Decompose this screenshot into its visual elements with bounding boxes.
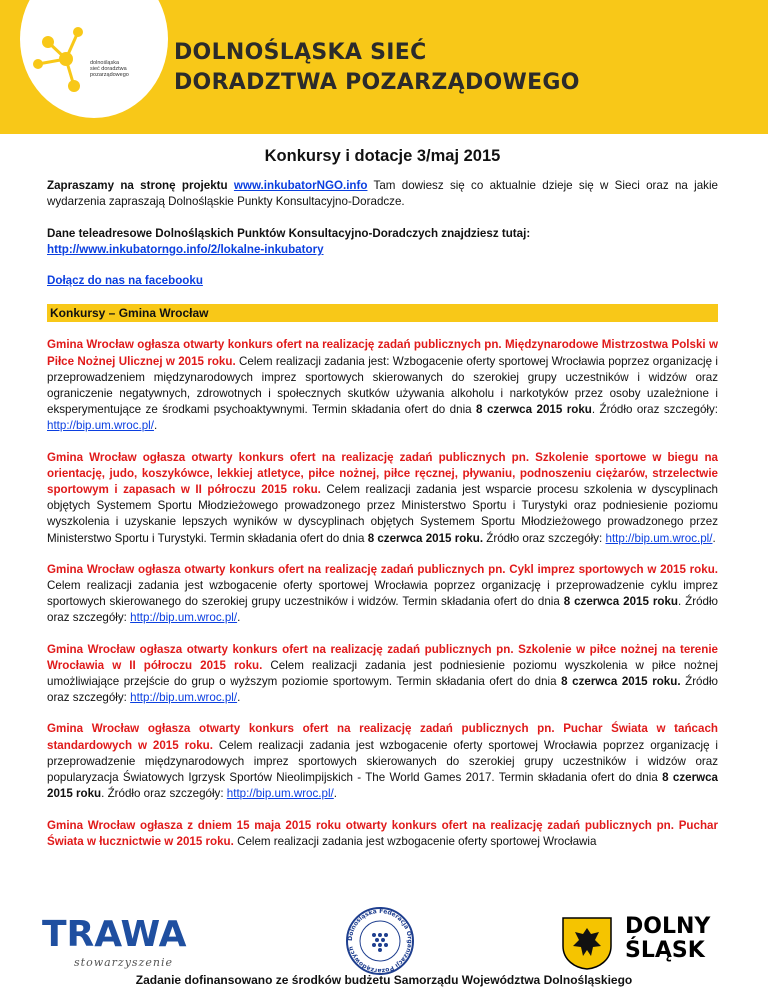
seal-ring-text: Dolnośląska Federacja Organizacji Pozarządowych xyxy=(346,907,414,975)
document-content xyxy=(47,148,718,865)
logo-text-line: pozarządowego xyxy=(90,72,129,78)
grant-item: Gmina Wrocław ogłasza otwarty konkurs ofert na realizację zadań publicznych pn. Szkolenie w piłce nożnej na terenie Wrocławia w II półroczu 2015 roku. Celem realizacji zadania jest podniesienie poziomu wyszkolenia w piłce nożnej umożliwiające przejście do grup o wyższym poziomie sportowym. Termin składania ofert do dnia 8 czerwca 2015 roku. Źródło oraz szczegóły: http://bip.um.wroc.pl/. xyxy=(47,642,718,705)
grant-item: Gmina Wrocław ogłasza z dniem 15 maja 2015 roku otwarty konkurs ofert na realizację zadań publicznych pn. Puchar Świata w łucznictwie w 2015 roku. Celem realizacji zadania jest wzbogacenie oferty sportowej Wrocławia xyxy=(47,818,718,848)
contacts-link[interactable]: http://www.inkubatorngo.info/2/lokalne-inkubatory xyxy=(47,242,324,256)
dolny-slask-line1: DOLNY xyxy=(625,914,711,939)
grant-source-link[interactable]: http://bip.um.wroc.pl/ xyxy=(130,611,238,625)
coat-of-arms-icon xyxy=(561,916,613,970)
brand-title-line1: DOLNOŚLĄSKA SIEĆ xyxy=(174,40,427,65)
facebook-paragraph xyxy=(47,273,718,289)
grant-item: Gmina Wrocław ogłasza otwarty konkurs ofert na realizację zadań publicznych pn. Szkolenie sportowe w biegu na orientację, judo, koszykówce, lekkiej atletyce, piłce nożnej, piłce ręcznej, pływaniu, podnoszeniu ciężarów, strzelectwie sportowym i zapasach w II półroczu 2015 roku. Celem realizacji zadania jest wsparcie procesu szkolenia w dyscyplinach objętych Systemem Sportu Młodzieżowego prowadzonego przez Ministerstwo Sportu i Turystyki oraz podniesienie poziomu wyszkolenia i uzyskanie lepszych wyników w dyscyplinach objętych Systemem Sportu Młodzieżowego prowadzonego przez Ministerstwo Sportu i Turystyki. Termin składania ofert do dnia 8 czerwca 2015 roku. Źródło oraz szczegóły: http://bip.um.wroc.pl/. xyxy=(47,450,718,545)
trawa-logo xyxy=(42,912,212,956)
dolny-slask-logo xyxy=(625,915,710,963)
grant-item: Gmina Wrocław ogłasza otwarty konkurs ofert na realizację zadań publicznych pn. Puchar Świata w tańcach standardowych w 2015 roku. Celem realizacji zadania jest wzbogacenie oferty sportowej Wrocławia poprzez organizację i przeprowadzenie międzynarodowych imprez sportowych skierowanych do szerokiej grupy uczestników i widzów oraz popularyzacja Światowych Igrzysk Sportów Nieolimpijskich - The World Games 2017. Termin składania ofert do dnia 8 czerwca 2015 roku. Źródło oraz szczegóły: http://bip.um.wroc.pl/. xyxy=(47,722,719,801)
logo-text-line: sieć doradztwa xyxy=(90,66,127,72)
grant-item: Gmina Wrocław ogłasza otwarty konkurs ofert na realizację zadań publicznych pn. Międzynarodowe Mistrzostwa Polski w Piłce Nożnej Ulicznej w 2015 roku. Celem realizacji zadania jest: Wzbogacenie oferty sportowej Wrocławia poprzez organizację i przeprowadzeniem międzynarodowych imprez sportowych skierowanych do szerokiej grupy uczestników i widzów oraz ograniczenie negatywnych, zdrowotnych i społecznych skutków używania alkoholu i narkotyków przez osoby uzależnione i eksperymentujące ze środkami psychoaktywnymi. Termin składania ofert do dnia 8 czerwca 2015 roku. Źródło oraz szczegóły: http://bip.um.wroc.pl/. xyxy=(47,338,718,433)
grant-item: Gmina Wrocław ogłasza otwarty konkurs ofert na realizację zadań publicznych pn. Cykl imprez sportowych w 2015 roku. Celem realizacji zadania jest wzbogacenie oferty sportowej Wrocławia poprzez organizację i przeprowadzenie cyklu imprez sportowych skierowanego do szerokiej grupy uczestników i widzów. Termin składania ofert do dnia 8 czerwca 2015 roku. Źródło oraz szczegóły: http://bip.um.wroc.pl/. xyxy=(47,562,718,625)
grant-source-link[interactable]: http://bip.um.wroc.pl/ xyxy=(130,691,238,705)
grant-source-link[interactable]: http://bip.um.wroc.pl/ xyxy=(605,531,713,545)
logo-text-line: dolnośląska xyxy=(90,60,120,66)
page-title: Konkursy i dotacje 3/maj 2015 xyxy=(264,147,501,165)
logo-wordmark xyxy=(90,60,150,78)
intro-paragraph: Zapraszamy na stronę projektu www.inkubatorNGO.info Tam dowiesz się co aktualnie dzieje się w Sieci oraz na jakie wydarzenia zapraszają Dolnośląskie Punkty Konsultacyjno-Doradcze. xyxy=(47,179,718,209)
trawa-logo-text: TRAWA xyxy=(42,914,187,955)
grant-source-link[interactable]: http://bip.um.wroc.pl/ xyxy=(226,787,334,801)
network-logo-icon xyxy=(28,14,98,104)
facebook-link[interactable]: Dołącz do nas na facebooku xyxy=(47,274,203,288)
inkubator-link[interactable]: www.inkubatorNGO.info xyxy=(233,179,368,193)
contacts-paragraph: Dane teleadresowe Dolnośląskich Punktów Konsultacyjno-Doradczych znajdziesz tutaj: http://www.inkubatorngo.info/2/lokalne-inkubatory xyxy=(47,226,531,256)
dolny-slask-line2: ŚLĄSK xyxy=(625,938,705,963)
funding-note: Zadanie dofinansowano ze środków budżetu Samorządu Województwa Dolnośląskiego xyxy=(135,973,633,987)
seal-logo xyxy=(330,905,430,977)
grant-source-link[interactable]: http://bip.um.wroc.pl/ xyxy=(47,419,154,433)
section-header: Konkursy – Gmina Wrocław xyxy=(47,304,718,322)
brand-title xyxy=(174,38,580,98)
brand-title-line2: DORADZTWA POZARZĄDOWEGO xyxy=(174,70,580,95)
header-banner xyxy=(0,0,768,134)
trawa-subtitle: stowarzyszenie xyxy=(74,956,173,969)
